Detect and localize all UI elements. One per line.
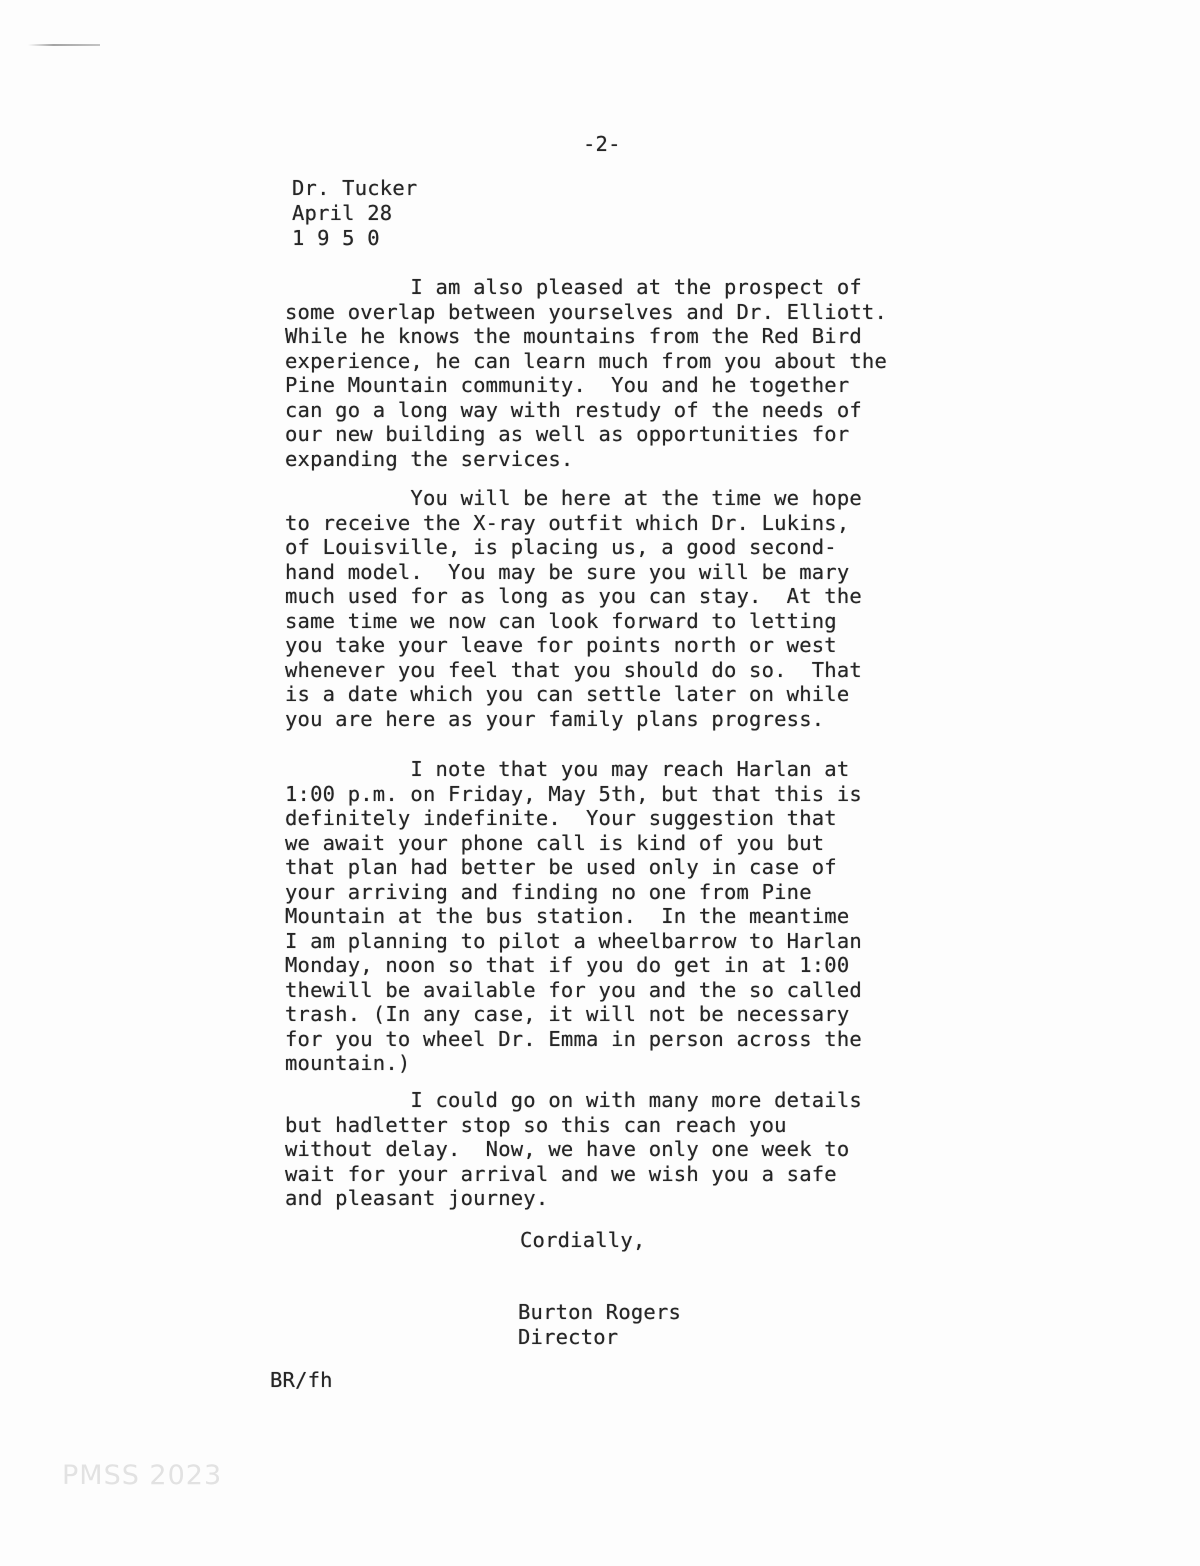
signature-block	[518, 1300, 681, 1350]
archive-watermark: PMSS 2023	[62, 1460, 223, 1491]
body-paragraph-3: I note that you may reach Harlan at 1:00 p.m. on Friday, May 5th, but that this is definitely indefinite. Your suggestion that we await your phone call is kind of you but that plan had better be used only in case of your arriving and finding no one from Pine Mountain at the bus station. In the meantime I am planning to pilot a wheelbarrow to Harlan Monday, noon so that if you do get in at 1:00 thewill be available for you and the so called trash. (In any case, it will not be necessary for you to wheel Dr. Emma in person across the mountain.)	[285, 757, 862, 1075]
signer-title: Director	[518, 1325, 619, 1349]
letter-date-year: 1 9 5 0	[292, 226, 380, 250]
letter-date-month-day: April 28	[292, 201, 393, 225]
body-paragraph-1: I am also pleased at the prospect of some overlap between yourselves and Dr. Elliott. While he knows the mountains from the Red Bird experience, he can learn much from you about the Pine Mountain community. You and he together can go a long way with restudy of the needs of our new building as well as opportunities for expanding the services.	[285, 275, 888, 471]
body-paragraph-4: I could go on with many more details but hadletter stop so this can reach you without delay. Now, we have only one week to wait for your arrival and we wish you a safe and pleasant journey.	[285, 1088, 862, 1210]
scan-edge-mark	[28, 44, 100, 46]
recipient-name: Dr. Tucker	[292, 176, 418, 200]
typist-initials: BR/fh	[270, 1368, 333, 1392]
body-paragraph-2: You will be here at the time we hope to receive the X-ray outfit which Dr. Lukins, of Louisville, is placing us, a good second- hand model. You may be sure you will be mary much used for as long as you can stay. At the same time we now can look forward to letting you take your leave for points north or west whenever you feel that you should do so. That is a date which you can settle later on while you are here as your family plans progress.	[285, 486, 862, 731]
page-number: -2-	[583, 132, 621, 156]
recipient-block	[292, 176, 417, 251]
signer-name: Burton Rogers	[518, 1300, 682, 1324]
closing: Cordially,	[520, 1228, 646, 1252]
